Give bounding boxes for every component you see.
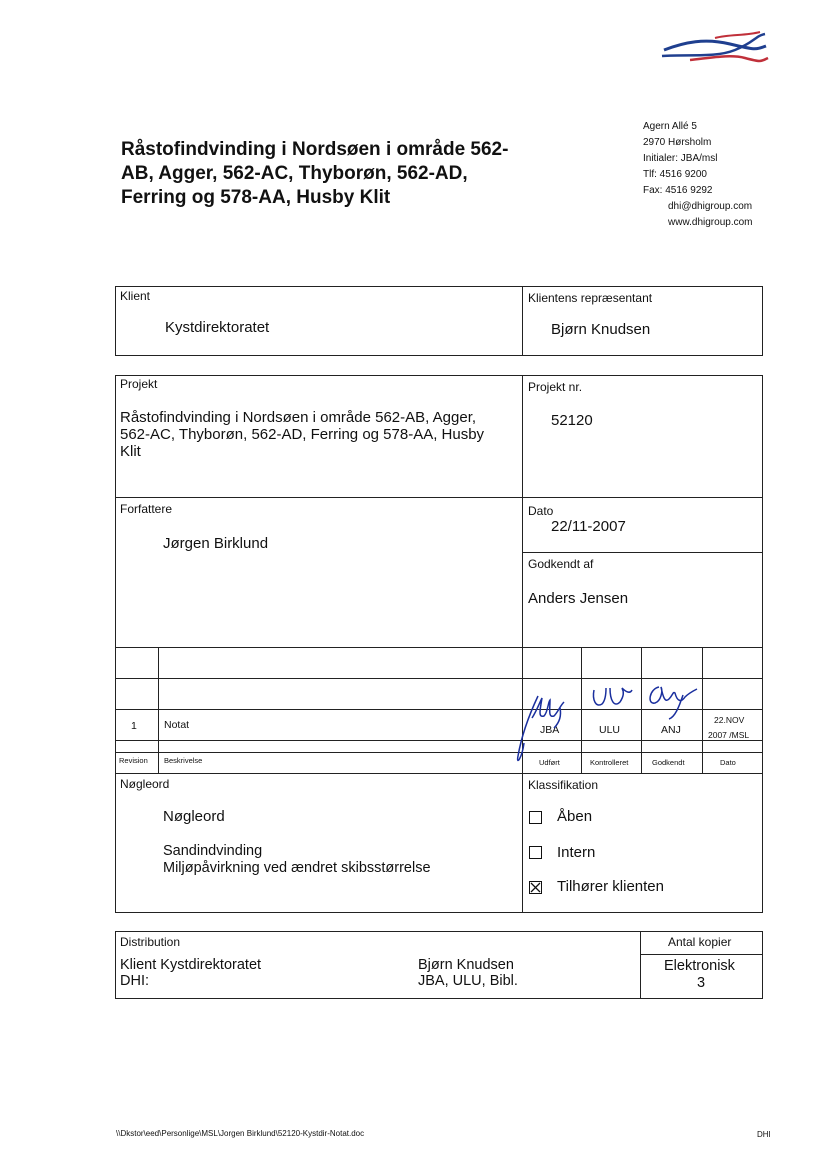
rev-dato-line2: 2007 /MSL xyxy=(708,730,750,740)
classification-checkbox-intern[interactable] xyxy=(529,846,542,859)
classification-label: Klassifikation xyxy=(528,778,599,792)
distribution-row2-left: DHI: xyxy=(120,973,149,989)
approved-label: Godkendt af xyxy=(528,557,594,571)
approved-value: Anders Jensen xyxy=(528,590,629,607)
distribution-copies-line2: 3 xyxy=(697,975,706,991)
project-nr-label: Projekt nr. xyxy=(528,380,583,394)
rev-line-6 xyxy=(115,773,763,774)
project-label: Projekt xyxy=(120,377,158,391)
authors-value: Jørgen Birklund xyxy=(163,535,269,552)
footer-company: DHI xyxy=(757,1130,771,1139)
divider-project xyxy=(115,497,763,498)
keyword-2: Sandindvinding xyxy=(163,843,263,859)
classification-option-aben: Åben xyxy=(557,808,593,825)
address-email[interactable]: dhi@dhigroup.com xyxy=(668,201,753,212)
classification-option-tilhorer: Tilhører klienten xyxy=(557,878,664,895)
address-initials: Initialer: JBA/msl xyxy=(643,153,718,164)
rev-col-1 xyxy=(158,647,159,773)
rev-description: Notat xyxy=(164,719,190,731)
client-label: Klient xyxy=(120,289,151,303)
classification-checkbox-tilhorer[interactable] xyxy=(529,881,542,894)
keyword-3: Miljøpåvirkning ved ændret skibsstørrelse xyxy=(163,860,431,876)
distribution-copies-label: Antal kopier xyxy=(668,935,732,949)
column-divider xyxy=(522,375,523,913)
date-label: Dato xyxy=(528,504,554,518)
classification-checkbox-aben[interactable] xyxy=(529,811,542,824)
rev-line-5 xyxy=(115,752,763,753)
classification-option-intern: Intern xyxy=(557,844,596,861)
distribution-divider xyxy=(640,931,641,999)
keyword-1: Nøgleord xyxy=(163,808,225,825)
address-fax: Fax: 4516 9292 xyxy=(643,185,713,196)
document-title: Råstofindvinding i Nordsøen i område 562- AB, Agger, 562-AC, Thyborøn, 562-AD, Ferring og 578-AA, Husby Klit xyxy=(121,139,509,208)
distribution-row1-mid: Bjørn Knudsen xyxy=(418,957,514,973)
rev-line-2 xyxy=(115,678,763,679)
client-divider xyxy=(522,286,523,356)
rev-header-dato: Dato xyxy=(720,758,736,767)
distribution-row1-left: Klient Kystdirektoratet xyxy=(120,957,262,973)
divider-date xyxy=(522,552,763,553)
address-city: 2970 Hørsholm xyxy=(643,137,712,148)
client-rep-value: Bjørn Knudsen xyxy=(551,321,651,338)
rev-line-4 xyxy=(115,740,763,741)
distribution-copies-line xyxy=(640,954,763,955)
dhi-logo xyxy=(660,28,770,68)
rev-header-godkendt: Godkendt xyxy=(652,758,685,767)
distribution-copies-line1: Elektronisk xyxy=(664,958,735,974)
rev-number: 1 xyxy=(131,720,137,732)
checkmark-x-icon xyxy=(530,882,541,893)
address-street: Agern Allé 5 xyxy=(643,121,697,132)
rev-header-description: Beskrivelse xyxy=(164,756,203,765)
rev-dato-line1: 22.NOV xyxy=(714,715,745,725)
date-value: 22/11-2007 xyxy=(551,518,626,535)
distribution-label: Distribution xyxy=(120,935,181,949)
rev-col-5 xyxy=(702,647,703,773)
project-value: Råstofindvinding i Nordsøen i område 562-AB, Agger, 562-AC, Thyborøn, 562-AD, Ferring og 578-AA, Husby Klit xyxy=(120,409,485,460)
keywords-label: Nøgleord xyxy=(120,777,170,791)
rev-header-kontrolleret: Kontrolleret xyxy=(590,758,629,767)
client-rep-label: Klientens repræsentant xyxy=(528,291,653,305)
rev-line-1 xyxy=(115,647,763,648)
rev-col-3 xyxy=(581,647,582,773)
rev-udfort: JBA xyxy=(540,724,560,736)
distribution-row2-mid: JBA, ULU, Bibl. xyxy=(418,973,518,989)
address-web[interactable]: www.dhigroup.com xyxy=(668,217,753,228)
rev-header-udfort: Udført xyxy=(539,758,560,767)
client-value: Kystdirektoratet xyxy=(165,319,270,336)
project-nr-value: 52120 xyxy=(551,412,593,429)
signature-anj xyxy=(645,683,700,723)
rev-kontrolleret: ULU xyxy=(599,724,621,736)
rev-header-revision: Revision xyxy=(119,756,148,765)
signature-ulu xyxy=(590,684,635,714)
footer-path: \\Dkstor\eed\Personlige\MSL\Jorgen Birklund\52120-Kystdir-Notat.doc xyxy=(116,1129,365,1138)
authors-label: Forfattere xyxy=(120,502,173,516)
signature-jba xyxy=(510,688,580,768)
rev-godkendt: ANJ xyxy=(661,724,681,736)
address-phone: Tlf: 4516 9200 xyxy=(643,169,707,180)
address-block xyxy=(643,119,752,231)
rev-col-4 xyxy=(641,647,642,773)
